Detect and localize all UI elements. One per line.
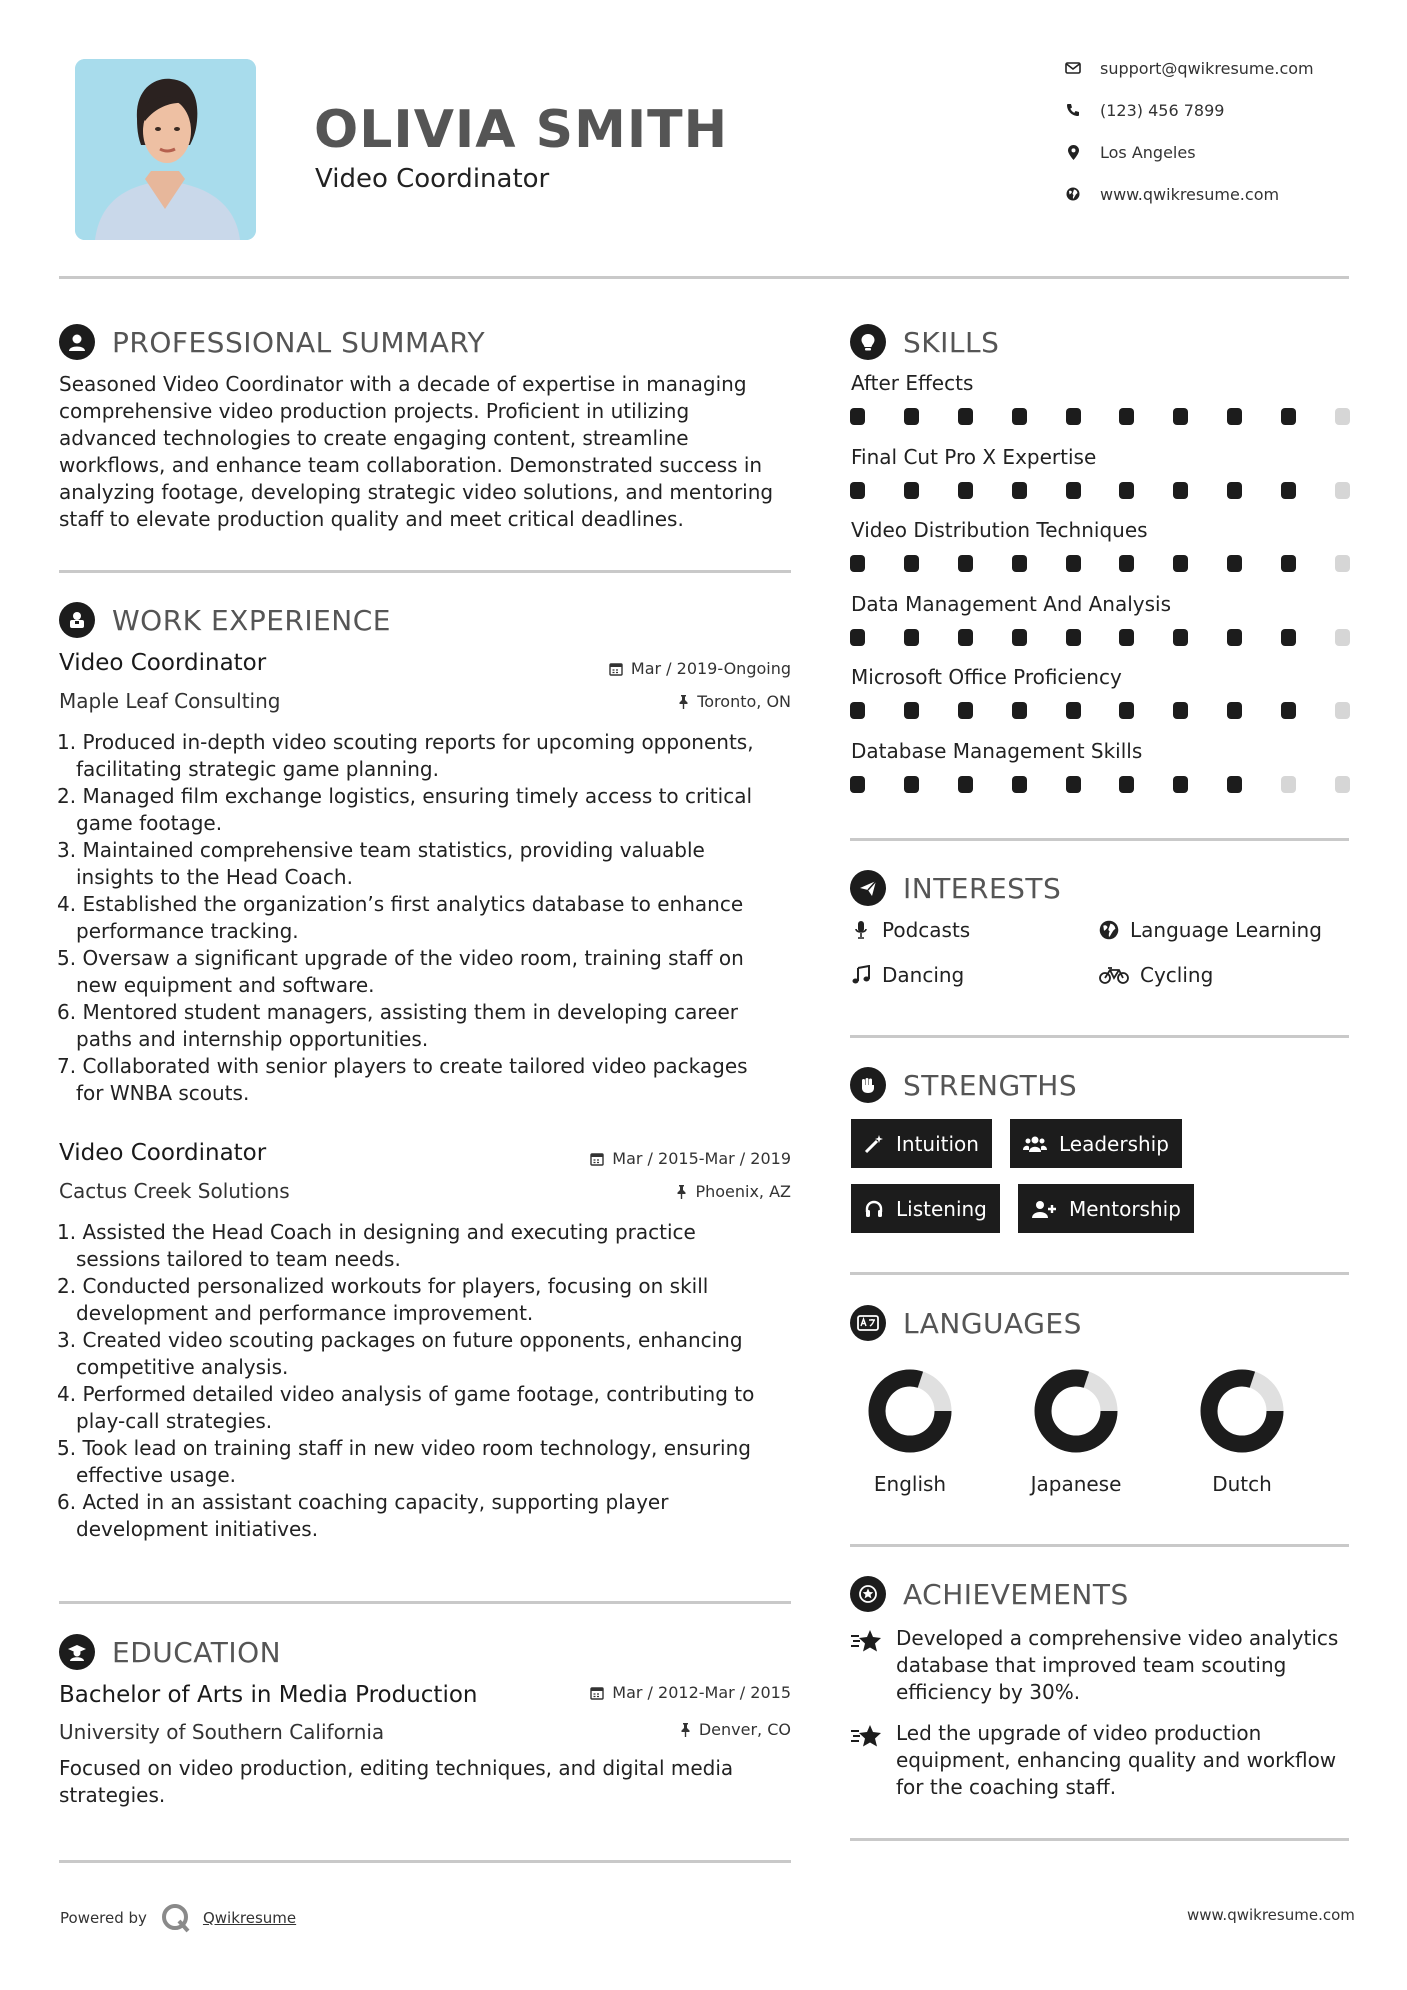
strength-tag [851, 1119, 992, 1168]
language-donut [865, 1366, 955, 1456]
summary-line: staff to elevate production quality and meet critical deadlines. [59, 507, 684, 531]
rating-dot-empty [1335, 408, 1350, 425]
interest-item [850, 963, 964, 987]
language-donut [1031, 1366, 1121, 1456]
envelope-icon [1063, 58, 1083, 78]
rating-dot-filled [1227, 482, 1242, 499]
rating-dot-filled [850, 629, 865, 646]
interest-item [850, 918, 970, 942]
rating-dot-filled [958, 702, 973, 719]
rating-dot-filled [1173, 555, 1188, 572]
skill-name: Microsoft Office Proficiency [851, 665, 1122, 689]
rating-dot-empty [1335, 555, 1350, 572]
list-item: 5. Oversaw a significant upgrade of the video room, training staff on new equipment and software. [57, 946, 744, 997]
candidate-name: OLIVIA SMITH [314, 100, 729, 160]
interest-label: Language Learning [1130, 918, 1322, 942]
education-divider [59, 1860, 791, 1863]
footer-url[interactable]: www.qwikresume.com [1187, 1906, 1355, 1924]
rating-dot-filled [904, 408, 919, 425]
fist-icon [850, 1067, 886, 1103]
experience-title: WORK EXPERIENCE [112, 603, 391, 637]
skills-title: SKILLS [903, 325, 1000, 359]
language-label: Dutch [1212, 1472, 1272, 1496]
graduation-cap-icon [59, 1634, 95, 1670]
job-dates-text: Mar / 2019-Ongoing [630, 659, 791, 678]
map-marker-icon [1063, 142, 1083, 162]
phone-icon [1063, 100, 1083, 120]
skill-rating [850, 629, 1350, 646]
summary-line: workflows, and enhance team collaboration. Demonstrated success in [59, 453, 763, 477]
rating-dot-filled [1281, 408, 1296, 425]
calendar-icon [590, 1686, 604, 1700]
contact-location [1063, 142, 1196, 162]
rating-dot-filled [1066, 482, 1081, 499]
languages-divider [850, 1544, 1349, 1547]
rating-dot-filled [1173, 408, 1188, 425]
rating-dot-filled [1119, 702, 1134, 719]
job-location [678, 692, 791, 711]
contact-website-text: www.qwikresume.com [1100, 184, 1280, 204]
candidate-title: Video Coordinator [315, 164, 550, 194]
achievement-line: equipment, enhancing quality and workflow [896, 1748, 1337, 1772]
rating-dot-filled [1173, 776, 1188, 793]
list-item: 4. Established the organization’s first analytics database to enhance performance tracking. [57, 892, 744, 943]
rating-dot-filled [1281, 702, 1296, 719]
rating-dot-filled [958, 408, 973, 425]
summary-text [59, 371, 799, 533]
achievement-item [850, 1720, 1356, 1801]
interest-label: Dancing [882, 963, 965, 987]
list-item: 3. Maintained comprehensive team statistics, providing valuable insights to the Head Coach. [57, 838, 705, 889]
rating-dot-filled [1227, 776, 1242, 793]
rating-dot-filled [904, 776, 919, 793]
summary-divider [59, 570, 791, 573]
rating-dot-filled [1012, 555, 1027, 572]
rating-dot-filled [1281, 555, 1296, 572]
summary-line: advanced technologies to create engaging content, streamline [59, 426, 689, 450]
education-heading [59, 1634, 281, 1670]
rating-dot-empty [1335, 702, 1350, 719]
achievement-line: Developed a comprehensive video analytics [896, 1626, 1339, 1650]
rating-dot-filled [1012, 776, 1027, 793]
profile-photo [75, 59, 256, 240]
pin-icon [678, 695, 689, 709]
rating-dot-filled [904, 702, 919, 719]
interests-heading [850, 870, 1061, 906]
interest-item [1098, 963, 1213, 987]
rating-dot-filled [1066, 408, 1081, 425]
education-line: Focused on video production, editing techniques, and digital media [59, 1756, 734, 1780]
calendar-icon [609, 662, 623, 676]
rating-dot-empty [1335, 482, 1350, 499]
rating-dot-filled [904, 555, 919, 572]
rating-dot-filled [1227, 408, 1242, 425]
experience-divider [59, 1601, 791, 1604]
language-donut [1197, 1366, 1287, 1456]
skill-rating [850, 555, 1350, 572]
user-plus-icon [1031, 1199, 1057, 1219]
education-location [680, 1720, 791, 1739]
rating-dot-empty [1335, 776, 1350, 793]
contact-phone-text: (123) 456 7899 [1100, 100, 1225, 120]
rating-dot-filled [1227, 629, 1242, 646]
skill-name: After Effects [851, 371, 974, 395]
strengths-divider [850, 1272, 1349, 1275]
pin-icon [676, 1185, 687, 1199]
list-item: 5. Took lead on training staff in new video room technology, ensuring effective usage. [57, 1436, 751, 1487]
list-item: 2. Managed film exchange logistics, ensuring timely access to critical game footage. [57, 784, 753, 835]
language-label: Japanese [1030, 1472, 1122, 1496]
rating-dot-filled [1066, 776, 1081, 793]
rating-dot-filled [1012, 629, 1027, 646]
list-item: 4. Performed detailed video analysis of game footage, contributing to play-call strategies. [57, 1382, 755, 1433]
contact-website[interactable] [1063, 184, 1279, 204]
rating-dot-filled [1173, 482, 1188, 499]
achievements-divider [850, 1838, 1349, 1841]
skills-divider [850, 838, 1349, 841]
rating-dot-filled [1066, 629, 1081, 646]
skill-name: Data Management And Analysis [851, 591, 1172, 616]
list-item: 3. Created video scouting packages on future opponents, enhancing competitive analysis. [57, 1328, 743, 1379]
rating-dot-filled [1012, 408, 1027, 425]
rating-dot-empty [1281, 776, 1296, 793]
summary-title: PROFESSIONAL SUMMARY [112, 325, 486, 359]
rating-dot-filled [850, 776, 865, 793]
education-description [59, 1755, 799, 1809]
rating-dot-filled [1119, 408, 1134, 425]
contact-location-text: Los Angeles [1100, 142, 1196, 162]
achievements-title: ACHIEVEMENTS [903, 1577, 1129, 1611]
language-icon [850, 1305, 886, 1341]
experience-heading [59, 602, 391, 638]
education-location-text: Denver, CO [698, 1720, 791, 1739]
job-title: Video Coordinator [59, 650, 267, 676]
achievement-line: database that improved team scouting [896, 1653, 1287, 1677]
rating-dot-filled [958, 482, 973, 499]
calendar-icon [590, 1152, 604, 1166]
summary-heading [59, 324, 485, 360]
strength-tag [1018, 1184, 1194, 1233]
rating-dot-filled [1227, 702, 1242, 719]
skill-name: Video Distribution Techniques [851, 518, 1148, 542]
interests-divider [850, 1035, 1349, 1038]
summary-line: comprehensive video production projects. Proficient in utilizing [59, 399, 690, 423]
rating-dot-filled [850, 702, 865, 719]
strengths-title: STRENGTHS [903, 1068, 1078, 1102]
education-dates [590, 1683, 791, 1702]
globe-icon [1098, 920, 1120, 940]
powered-by [60, 1903, 296, 1933]
star-badge-icon [850, 1576, 886, 1612]
qwikresume-logo-icon [161, 1903, 191, 1933]
rating-dot-filled [1281, 482, 1296, 499]
brand-link[interactable]: Qwikresume [202, 1909, 297, 1927]
rating-dot-filled [1119, 776, 1134, 793]
school-name: University of Southern California [59, 1720, 385, 1744]
summary-line: Seasoned Video Coordinator with a decade of expertise in managing [59, 372, 747, 396]
job-company: Maple Leaf Consulting [59, 689, 281, 713]
languages-heading [850, 1305, 1082, 1341]
list-item: 1. Assisted the Head Coach in designing and executing practice sessions tailored to team needs. [57, 1220, 696, 1271]
interest-label: Cycling [1140, 963, 1214, 987]
strength-tag [851, 1184, 1000, 1233]
rating-dot-filled [958, 629, 973, 646]
powered-by-label: Powered by [60, 1909, 147, 1927]
rating-dot-filled [958, 776, 973, 793]
strength-label: Listening [896, 1196, 987, 1221]
rating-dot-filled [958, 555, 973, 572]
rating-dot-filled [850, 555, 865, 572]
rating-dot-filled [1227, 555, 1242, 572]
rating-dot-filled [1173, 629, 1188, 646]
job-location [676, 1182, 791, 1201]
skill-name: Final Cut Pro X Expertise [851, 444, 1097, 469]
strengths-heading [850, 1067, 1077, 1103]
pin-icon [680, 1723, 691, 1737]
rating-dot-filled [904, 629, 919, 646]
rating-dot-filled [1066, 702, 1081, 719]
rating-dot-filled [904, 482, 919, 499]
job-duties-list [57, 729, 797, 1107]
rating-dot-filled [1066, 555, 1081, 572]
list-item: 1. Produced in-depth video scouting reports for upcoming opponents, facilitating strategic game planning. [57, 730, 754, 781]
list-item: 7. Collaborated with senior players to create tailored video packages for WNBA scouts. [57, 1054, 748, 1105]
star-icon [850, 1720, 886, 1801]
rating-dot-filled [1173, 702, 1188, 719]
interests-title: INTERESTS [903, 871, 1062, 905]
skill-name: Database Management Skills [851, 738, 1143, 763]
job-location-text: Toronto, ON [697, 692, 791, 711]
education-title: EDUCATION [112, 1635, 282, 1669]
job-company: Cactus Creek Solutions [59, 1179, 290, 1203]
globe-icon [1063, 184, 1083, 204]
interest-label: Podcasts [882, 918, 971, 942]
header-divider [59, 276, 1349, 279]
degree-title: Bachelor of Arts in Media Production [59, 1682, 478, 1708]
job-dates-text: Mar / 2015-Mar / 2019 [612, 1149, 791, 1168]
rating-dot-filled [1012, 482, 1027, 499]
job-duties-list [57, 1219, 797, 1543]
strength-label: Intuition [896, 1131, 979, 1156]
rating-dot-filled [850, 408, 865, 425]
strength-label: Mentorship [1069, 1196, 1181, 1221]
contact-email[interactable] [1063, 58, 1314, 78]
rating-dot-filled [1119, 482, 1134, 499]
job-title: Video Coordinator [59, 1140, 267, 1166]
bicycle-icon [1098, 966, 1130, 984]
paper-plane-icon [850, 870, 886, 906]
strength-tag [1010, 1119, 1182, 1168]
contact-phone[interactable] [1063, 100, 1224, 120]
contact-email-text: support@qwikresume.com [1100, 58, 1314, 78]
rating-dot-empty [1335, 629, 1350, 646]
achievement-item [850, 1625, 1356, 1706]
skills-heading [850, 324, 999, 360]
magic-wand-icon [864, 1134, 884, 1154]
rating-dot-filled [850, 482, 865, 499]
rating-dot-filled [1012, 702, 1027, 719]
achievement-line: efficiency by 30%. [896, 1680, 1081, 1704]
skill-rating [850, 702, 1350, 719]
language-label: English [873, 1472, 947, 1496]
headphones-icon [864, 1199, 884, 1219]
strength-label: Leadership [1059, 1131, 1169, 1156]
rating-dot-filled [1281, 629, 1296, 646]
briefcase-icon [59, 602, 95, 638]
job-location-text: Phoenix, AZ [695, 1182, 791, 1201]
list-item: 6. Acted in an assistant coaching capacity, supporting player development initiatives. [57, 1490, 669, 1541]
languages-title: LANGUAGES [903, 1306, 1082, 1340]
users-icon [1023, 1134, 1047, 1154]
skill-rating [850, 482, 1350, 499]
education-dates-text: Mar / 2012-Mar / 2015 [612, 1683, 791, 1702]
achievement-line: Led the upgrade of video production [896, 1721, 1262, 1745]
list-item: 6. Mentored student managers, assisting them in developing career paths and internship opportunities. [57, 1000, 738, 1051]
job-dates [590, 1149, 791, 1168]
summary-line: analyzing footage, developing strategic video solutions, and mentoring [59, 480, 774, 504]
lightbulb-icon [850, 324, 886, 360]
list-item: 2. Conducted personalized workouts for players, focusing on skill development and performance improvement. [57, 1274, 709, 1325]
user-icon [59, 324, 95, 360]
rating-dot-filled [1119, 555, 1134, 572]
rating-dot-filled [1119, 629, 1134, 646]
interest-item [1098, 918, 1322, 942]
star-icon [850, 1625, 886, 1706]
skill-rating [850, 408, 1350, 425]
achievements-heading [850, 1576, 1129, 1612]
job-dates [609, 659, 791, 678]
achievement-line: for the coaching staff. [896, 1775, 1117, 1799]
music-note-icon [850, 965, 872, 985]
microphone-icon [850, 920, 872, 940]
education-line: strategies. [59, 1783, 166, 1807]
skill-rating [850, 776, 1350, 793]
